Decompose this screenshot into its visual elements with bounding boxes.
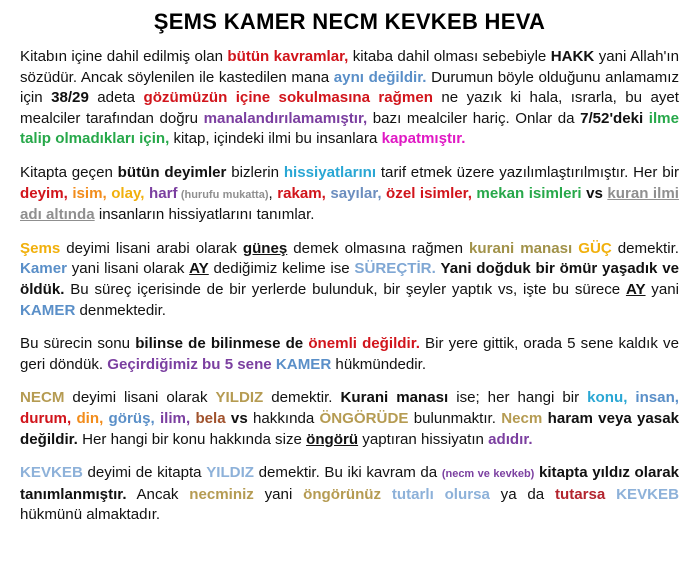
p2-text: tarif etmek üzere yazılımlaştırılmıştır. Her bir [376, 163, 679, 181]
p1-highlight: kapatmıştır. [381, 130, 466, 148]
p3-text: yani [645, 280, 679, 298]
p6-text: deyimi de kitapta [82, 464, 207, 482]
p2-underlined: kuran ilmi adı altında [20, 184, 679, 224]
p3-text: denmektedir. [75, 301, 166, 319]
p5-highlight: YILDIZ [215, 389, 264, 407]
p6-highlight: KEVKEB [616, 485, 680, 503]
p2-highlight: mekan isimleri [476, 184, 582, 202]
p5-text: bulunmaktır. [408, 409, 502, 427]
p5-highlight: ilim, [159, 409, 191, 427]
paragraph-3 [20, 239, 679, 321]
p6-highlight: necminiz [189, 485, 254, 503]
p3-text: demektir. [611, 239, 679, 257]
p2-highlight: isim, [72, 184, 107, 202]
p5-text: hakkında [247, 409, 320, 427]
p2-highlight: olay, [111, 184, 145, 202]
paragraph-4 [20, 334, 679, 375]
p1-bold: 38/29 [51, 89, 89, 107]
p2-highlight: hissiyatlarını [283, 163, 377, 181]
p5-text: ise; her hangi bir [448, 389, 588, 407]
p1-highlight: manalandırılamamıştır, [203, 109, 368, 127]
paragraph-5 [20, 388, 679, 450]
p5-highlight: NECM [20, 389, 65, 407]
p1-highlight: gözümüzün içine sokulmasına rağmen [143, 89, 433, 107]
p6-text [381, 486, 392, 503]
p1-text: Durumun böyle olduğunu anlamamız için [20, 68, 679, 107]
p6-small-note: (necm ve kevkeb) [441, 468, 535, 481]
p5-highlight: konu, [587, 389, 628, 407]
p6-text: demektir. Bu iki kavram da [253, 464, 442, 482]
p3-bold-underlined: güneş [242, 239, 288, 257]
p5-highlight: görüş, [108, 409, 155, 427]
p2-text: bizlerin [226, 163, 284, 181]
p2-text: Kitapta geçen [20, 163, 118, 181]
p5-bold: haram veya yasak değildir. [20, 409, 679, 448]
p1-highlight: bütün kavramlar, [227, 48, 349, 65]
p3-text: demek olmasına rağmen [287, 239, 469, 257]
p3-text: yani lisani olarak [66, 260, 190, 278]
p5-highlight: durum, [20, 409, 72, 427]
p5-highlight: din, [76, 409, 104, 427]
p3-highlight: Şems [20, 239, 61, 257]
p2-text: insanların hissiyatlarını tanımlar. [94, 206, 315, 224]
p1-bold: 7/52'deki [580, 109, 644, 127]
p1-text: yani Allah'ın sözüdür. Ancak söylenilen ile kastedilen mana [20, 48, 679, 86]
p4-text: hükmündedir. [331, 355, 427, 373]
p3-text: Bu süreç içerisinde de bir yerlerde bulunduk, bir şeyler yaptık vs, işte bu sürece [64, 280, 626, 298]
p3-bold-underlined: AY [189, 260, 209, 278]
p5-text: deyimi lisani olarak [64, 389, 216, 407]
p2-bold: bütün deyimler [117, 163, 227, 181]
p2-highlight: sayılar, [330, 184, 382, 202]
p6-text: ya da [489, 485, 555, 503]
p1-text: Kitabın içine dahil edilmiş olan [20, 48, 228, 65]
p2-highlight: deyim, [20, 184, 68, 202]
p6-text: Ancak [126, 485, 190, 503]
p6-highlight: YILDIZ [206, 464, 254, 482]
p6-text: yani [253, 485, 304, 503]
p2-text: , [268, 184, 278, 202]
p2-highlight: rakam, [277, 184, 326, 202]
p1-text: kitaba dahil olması sebebiyle [348, 48, 551, 65]
p3-text: deyimi lisani arabi olarak [60, 239, 243, 257]
page-title: ŞEMS KAMER NECM KEVKEB HEVA [153, 9, 546, 34]
p6-bold: kitapta yıldız olarak tanımlanmıştır. [20, 464, 680, 503]
paragraph-2 [20, 163, 679, 226]
p4-highlight: Geçirdiğimiz bu 5 sene [107, 355, 272, 373]
p3-highlight: Kamer [20, 260, 67, 278]
p2-highlight: harf [148, 184, 178, 202]
p3-bold-underlined: AY [625, 280, 646, 298]
p5-highlight: Necm [501, 409, 543, 427]
p1-text: adeta [88, 89, 144, 107]
p5-highlight: bela [195, 409, 226, 427]
p5-highlight: insan, [635, 389, 679, 407]
paragraph-1 [20, 47, 679, 150]
p3-text: dediğimiz kelime ise [208, 260, 355, 278]
p5-highlight: adıdır. [488, 430, 533, 448]
p6-highlight: tutarlı olursa [391, 485, 490, 503]
p4-text: Bu sürecin sonu [20, 335, 136, 353]
p4-highlight: önemli değildir. [308, 335, 420, 353]
p2-highlight: özel isimler, [386, 184, 472, 202]
p1-text: kitap, içindeki ilmi bu insanlara [169, 130, 382, 148]
p4-text: Bir yere gittik, orada 5 sene kaldık ve geri döndük. [20, 335, 679, 373]
p2-bold: vs [586, 184, 603, 202]
p6-text [605, 486, 616, 503]
p5-bold: vs [230, 409, 248, 427]
p6-highlight: KEVKEB [20, 464, 83, 482]
p6-highlight: tutarsa [554, 485, 606, 503]
p3-highlight: KAMER [20, 301, 76, 319]
p5-text: demektir. [263, 389, 341, 407]
p3-highlight: GÜÇ [578, 239, 612, 257]
p5-text: Her hangi bir konu hakkında size [77, 430, 307, 448]
p1-text: ne yazık ki hala, ısrarla, bu ayet mealciler tarafından doğru [20, 89, 680, 127]
p4-highlight: KAMER [275, 355, 332, 373]
p1-highlight: ilme talip olmadıkları için, [20, 109, 679, 148]
p5-highlight: ÖNGÖRÜDE [319, 409, 409, 427]
p5-bold-underlined: öngörü [306, 430, 359, 448]
p1-text: bazı mealciler hariç. Onlar da [367, 109, 581, 127]
p6-highlight: öngörünüz [303, 485, 382, 503]
p2-small-note: (hurufu mukatta) [177, 188, 269, 201]
p6-text: hükmünü almaktadır. [20, 506, 161, 524]
p3-bold: Yani doğduk bir ömür yaşadık ve öldük. [20, 260, 679, 298]
paragraph-6 [20, 463, 679, 526]
p3-highlight: kurani manası [468, 239, 573, 257]
p1-bold: HAKK [550, 48, 595, 65]
p3-highlight: SÜREÇTİR. [354, 260, 436, 278]
p1-highlight: aynı değildir. [333, 68, 427, 86]
p4-bold: bilinse de bilinmese de [135, 335, 304, 353]
p5-bold: Kurani manası [340, 389, 449, 407]
p5-text: yaptıran hissiyatın [358, 430, 489, 448]
